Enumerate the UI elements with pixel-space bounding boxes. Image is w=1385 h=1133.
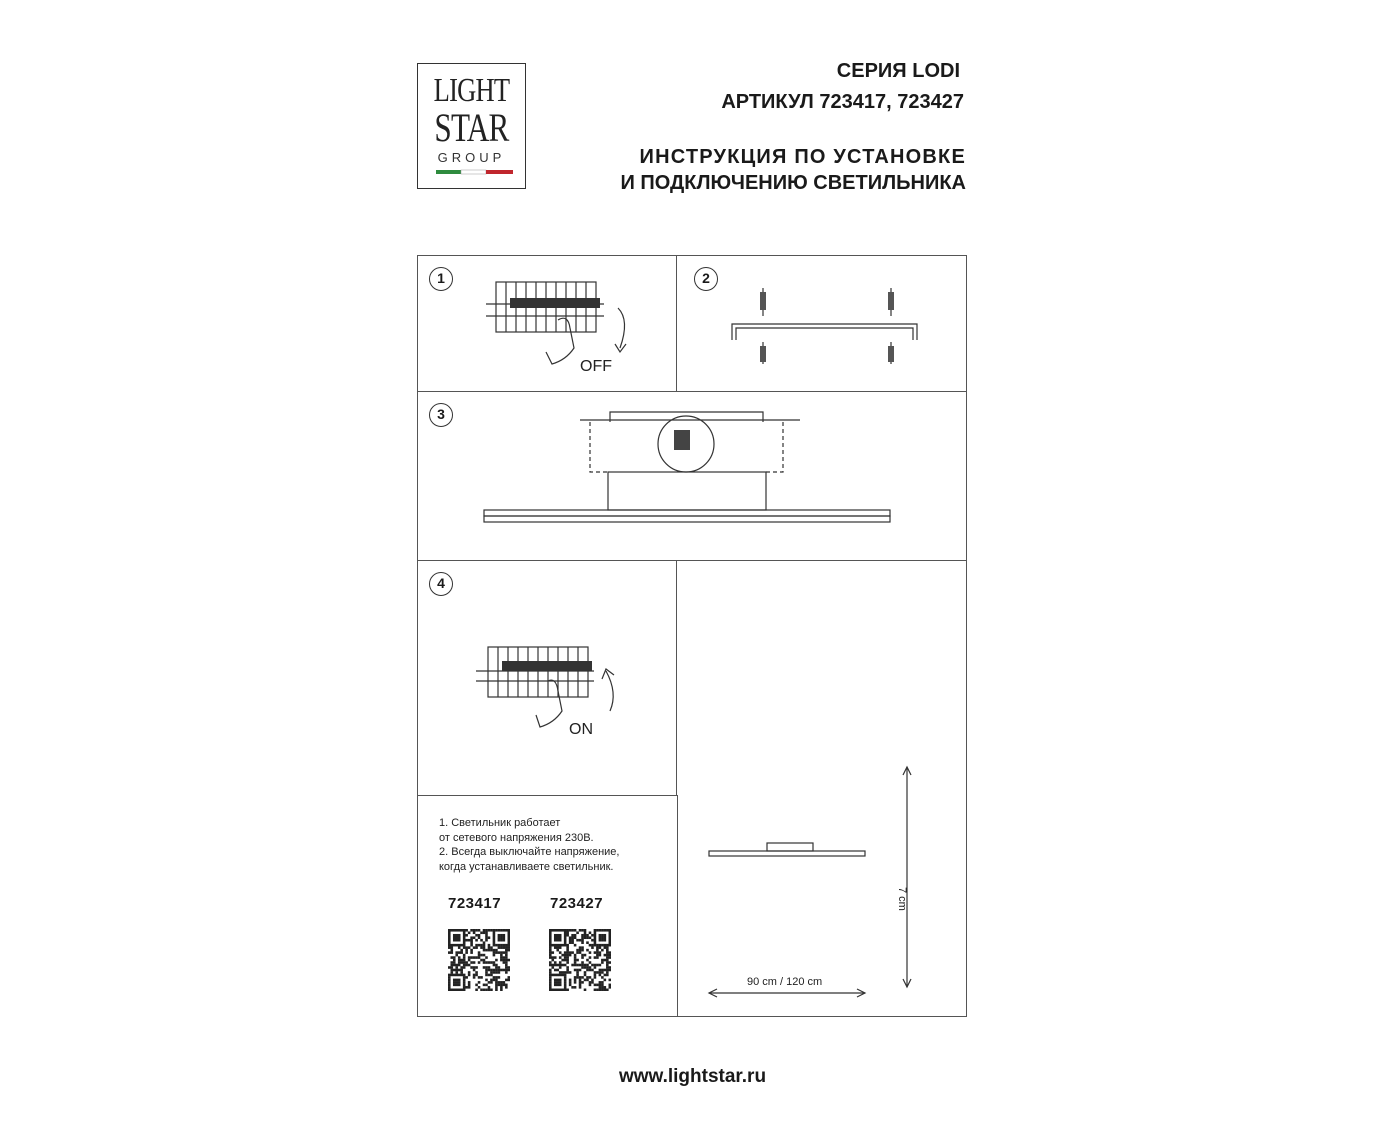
product-code-2: 723427 <box>550 895 604 912</box>
brand-logo <box>417 63 526 189</box>
step-2-number: 2 <box>694 267 718 291</box>
step-2-panel <box>676 255 967 393</box>
step-3-number: 3 <box>429 403 453 427</box>
step-3-panel <box>417 391 967 562</box>
qr-code-2 <box>549 929 611 991</box>
breaker-off-illustration <box>418 256 679 394</box>
dimensions-panel <box>676 560 967 1017</box>
step-4-number: 4 <box>429 572 453 596</box>
logo-text-group: GROUP <box>437 150 506 165</box>
installation-notes <box>439 816 669 874</box>
website-url[interactable]: www.lightstar.ru <box>618 1066 767 1087</box>
series-title: СЕРИЯ LODI <box>836 60 960 82</box>
instruction-title-line2: И ПОДКЛЮЧЕНИЮ СВЕТИЛЬНИКА <box>620 172 966 194</box>
note-line: когда устанавливаете светильник. <box>439 860 614 873</box>
qr-code-1 <box>448 929 510 991</box>
off-label: OFF <box>580 358 612 375</box>
notes-panel <box>417 795 678 1017</box>
note-line: 1. Светильник работает <box>439 817 561 829</box>
note-line: от сетевого напряжения 230В. <box>439 831 594 844</box>
mounting-bracket-illustration <box>677 256 968 394</box>
dimension-height: 7 cm <box>896 887 908 911</box>
instruction-title-line1: ИНСТРУКЦИЯ ПО УСТАНОВКЕ <box>639 146 966 168</box>
note-line: 2. Всегда выключайте напряжение, <box>439 846 620 858</box>
logo-text-light: LIGHT <box>433 72 510 109</box>
fixture-dimensions-drawing <box>677 561 968 1018</box>
logo-text-star: STAR <box>434 105 509 150</box>
italian-flag-stripe <box>418 64 527 190</box>
on-label: ON <box>569 721 593 738</box>
step-1-panel <box>417 255 678 393</box>
product-code-1: 723417 <box>448 895 502 912</box>
step-1-number: 1 <box>429 267 453 291</box>
breaker-on-illustration <box>418 561 679 798</box>
article-number: АРТИКУЛ 723417, 723427 <box>721 91 964 113</box>
wiring-connection-illustration <box>418 392 968 563</box>
step-4-panel <box>417 560 678 797</box>
dimension-width: 90 cm / 120 cm <box>747 976 823 988</box>
